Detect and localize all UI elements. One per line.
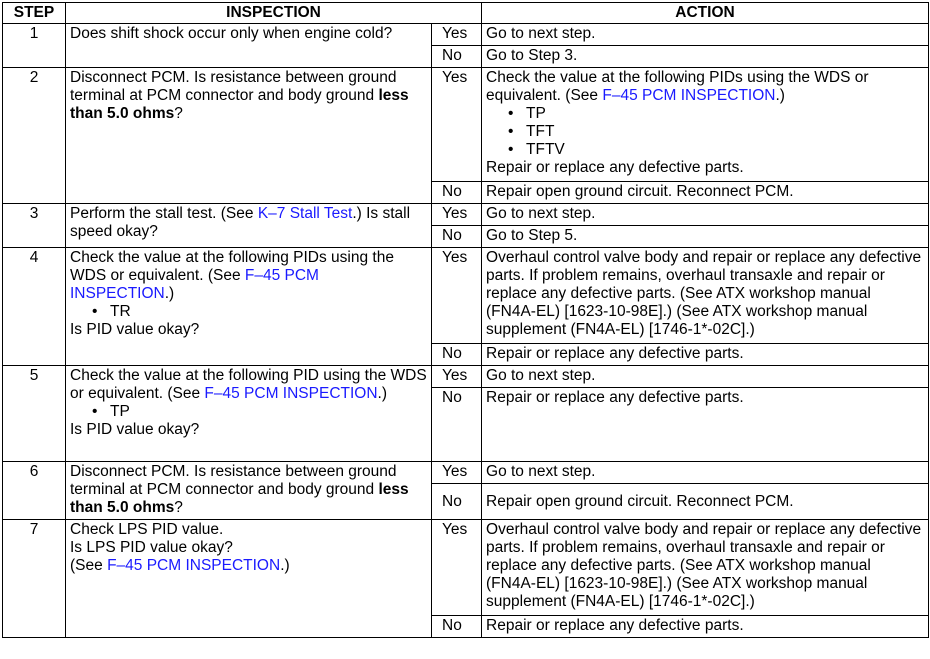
no-label: No: [432, 182, 482, 204]
pcm-inspection-link[interactable]: F–45 PCM INSPECTION: [602, 87, 776, 104]
no-action: Repair or replace any defective parts.: [482, 344, 929, 366]
pid-item: • TR: [92, 303, 427, 321]
inspection-bold-text: less than 5.0 ohms: [70, 87, 409, 122]
step-4-yes-row: [3, 248, 929, 344]
inspection-text: Perform the stall test. (See: [70, 205, 254, 222]
inspection-text-post: .): [280, 557, 290, 574]
no-label: No: [432, 616, 482, 638]
inspection-tail: ?: [174, 499, 183, 516]
inspection-text: Does shift shock occur only when engine cold?: [70, 25, 393, 42]
yes-action: Overhaul control valve body and repair or replace any defective parts. If problem remains, overhaul transaxle and repair or replace any defective parts. (See ATX workshop manual (FN4A-EL) [1623-10-98E].) (See ATX workshop manual supplement (FN4A-EL) [1746-1*-02C].): [482, 248, 929, 344]
step-inspection: [66, 366, 432, 462]
pid-list: [70, 403, 427, 421]
yes-label: Yes: [432, 462, 482, 484]
inspection-text-post: .) Is stall speed okay?: [70, 205, 411, 240]
inspection-text: Check the value at the following PID using the WDS or equivalent. (See: [70, 367, 427, 402]
inspection-line-2: Is LPS PID value okay?: [70, 539, 233, 556]
yes-label: Yes: [432, 248, 482, 344]
no-action: Repair or replace any defective parts.: [482, 616, 929, 638]
action-after: Repair or replace any defective parts.: [486, 159, 744, 176]
no-action: Go to Step 3.: [482, 46, 929, 68]
step-inspection: [66, 24, 432, 68]
no-action: Repair or replace any defective parts.: [482, 388, 929, 462]
step-number: 2: [3, 68, 66, 204]
yes-action: Go to next step.: [482, 366, 929, 388]
inspection-bold-text: less than 5.0 ohms: [70, 481, 409, 516]
inspection-line-1: Check LPS PID value.: [70, 521, 224, 538]
yes-action: [482, 68, 929, 182]
yes-label: Yes: [432, 366, 482, 388]
step-inspection: [66, 68, 432, 204]
step-inspection: [66, 520, 432, 638]
no-action: Repair open ground circuit. Reconnect PCM.: [482, 182, 929, 204]
stall-test-link[interactable]: K–7 Stall Test: [257, 205, 353, 222]
inspection-text: Disconnect PCM. Is resistance between ground terminal at PCM connector and body ground: [70, 463, 397, 498]
no-label: No: [432, 344, 482, 366]
step-number: 5: [3, 366, 66, 462]
inspection-text: Check the value at the following PIDs using the WDS or equivalent. (See: [70, 249, 394, 284]
header-step: STEP: [3, 3, 66, 24]
no-action: Go to Step 5.: [482, 226, 929, 248]
inspection-text: Disconnect PCM. Is resistance between ground terminal at PCM connector and body ground: [70, 69, 397, 104]
action-text: Check the value at the following PIDs using the WDS or equivalent. (See: [486, 69, 869, 104]
inspection-text-post: .): [164, 285, 175, 302]
step-number: 3: [3, 204, 66, 248]
no-label: No: [432, 226, 482, 248]
action-text-post: .): [775, 87, 785, 104]
step-number: 7: [3, 520, 66, 638]
step-inspection: [66, 248, 432, 366]
inspection-text-post: .): [377, 385, 388, 402]
step-number: 4: [3, 248, 66, 366]
step-inspection: [66, 462, 432, 520]
no-label: No: [432, 46, 482, 68]
step-6-yes-row: [3, 462, 929, 484]
pid-item: • TP: [508, 105, 924, 123]
step-5-yes-row: [3, 366, 929, 388]
pcm-inspection-link[interactable]: F–45 PCM INSPECTION: [70, 267, 319, 302]
yes-label: Yes: [432, 68, 482, 182]
inspection-text: (See: [70, 557, 103, 574]
step-2-yes-row: [3, 68, 929, 182]
step-number: 6: [3, 462, 66, 520]
pcm-inspection-link[interactable]: F–45 PCM INSPECTION: [107, 557, 281, 574]
pid-item: • TP: [92, 403, 427, 421]
inspection-after: Is PID value okay?: [70, 421, 200, 438]
step-1-yes-row: [3, 24, 929, 46]
diagnostic-table: [2, 2, 929, 638]
header-row: [3, 3, 929, 24]
yes-action: Go to next step.: [482, 204, 929, 226]
yes-label: Yes: [432, 204, 482, 226]
step-number: 1: [3, 24, 66, 68]
header-action: ACTION: [482, 3, 929, 24]
pid-item: • TFT: [508, 123, 924, 141]
yes-action: Overhaul control valve body and repair or replace any defective parts. If problem remains, overhaul transaxle and repair or replace any defective parts. (See ATX workshop manual (FN4A-EL) [1623-10-98E].) (See ATX workshop manual supplement (FN4A-EL) [1746-1*-02C].): [482, 520, 929, 616]
step-inspection: [66, 204, 432, 248]
no-label: No: [432, 484, 482, 520]
pid-list: [70, 303, 427, 321]
pid-item: • TFTV: [508, 141, 924, 159]
step-3-yes-row: [3, 204, 929, 226]
header-inspection: INSPECTION: [66, 3, 482, 24]
pid-list: [486, 105, 924, 159]
no-label: No: [432, 388, 482, 462]
pcm-inspection-link[interactable]: F–45 PCM INSPECTION: [204, 385, 378, 402]
step-7-yes-row: [3, 520, 929, 616]
yes-action: Go to next step.: [482, 24, 929, 46]
inspection-after: Is PID value okay?: [70, 321, 200, 338]
yes-action: Go to next step.: [482, 462, 929, 484]
inspection-tail: ?: [174, 105, 183, 122]
yes-label: Yes: [432, 520, 482, 616]
yes-label: Yes: [432, 24, 482, 46]
no-action: Repair open ground circuit. Reconnect PCM.: [482, 484, 929, 520]
